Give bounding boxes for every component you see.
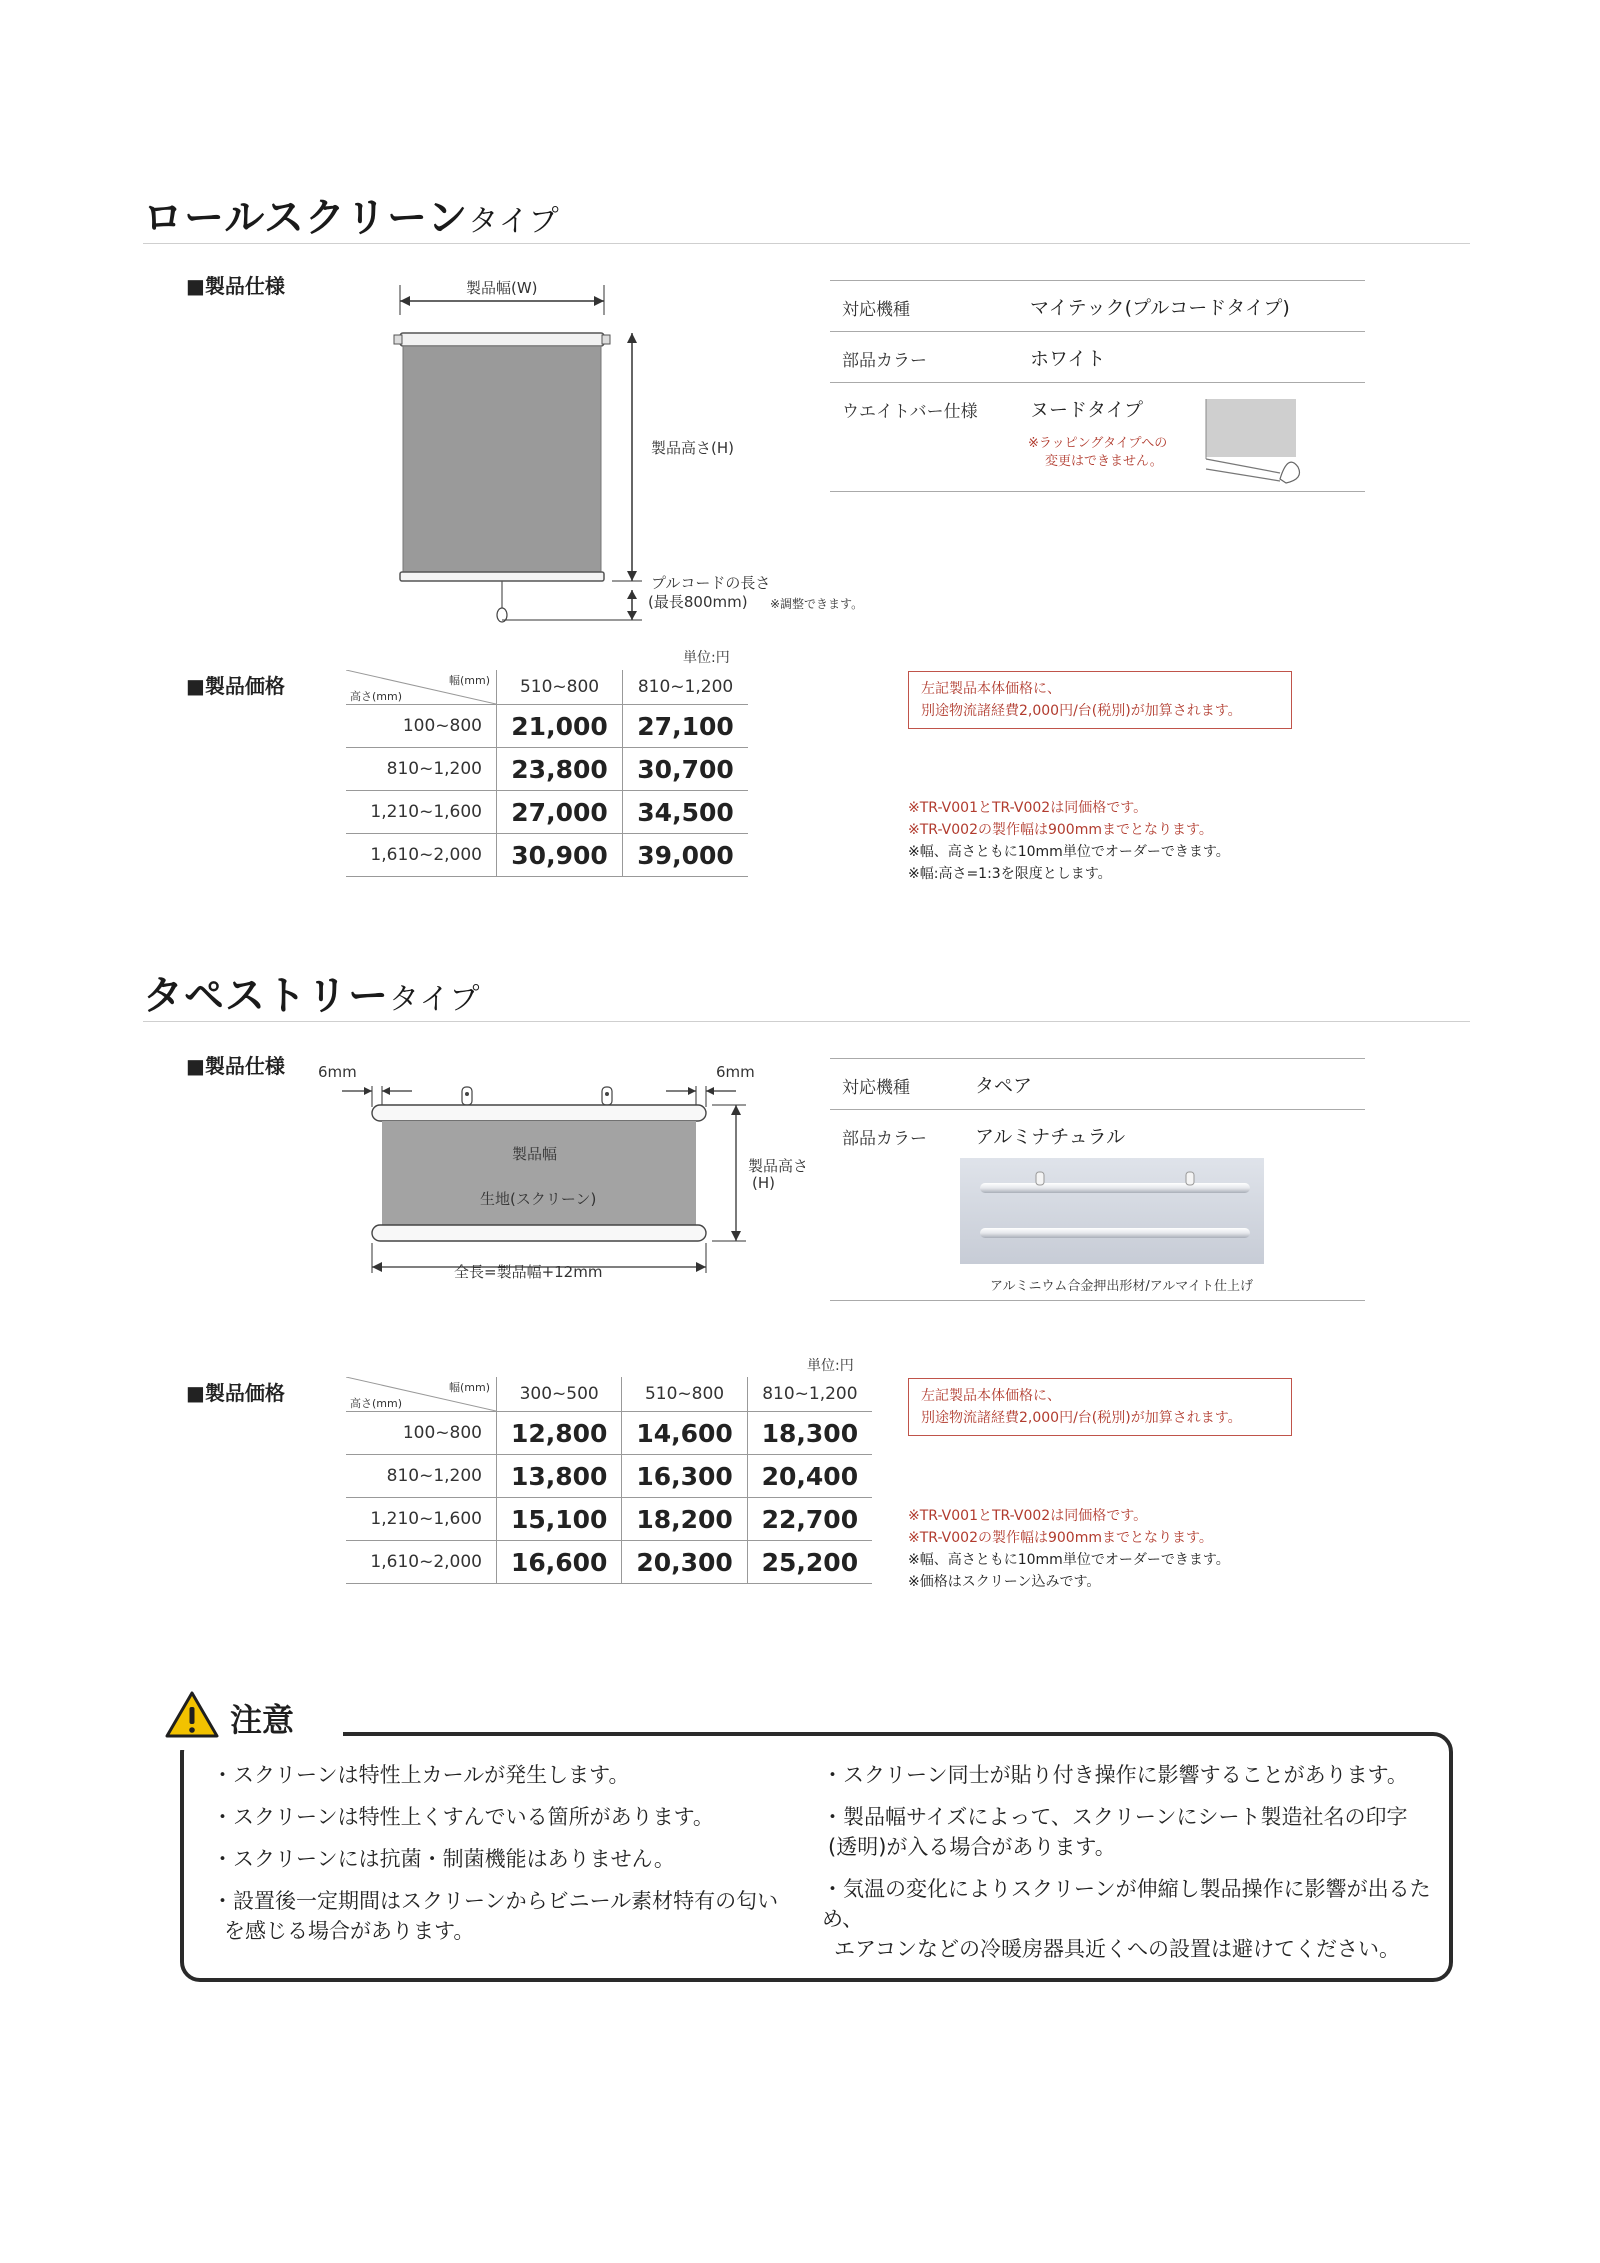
column-header: 510~800 bbox=[622, 1377, 747, 1412]
box-note-line-2: 別途物流諸経費2,000円/台(税別)が加算されます。 bbox=[921, 1410, 1242, 1426]
caution-item: ・スクリーンには抗菌・制菌機能はありません。 bbox=[212, 1847, 675, 1871]
roll-cord-label-2: (最長800mm) bbox=[648, 593, 748, 611]
price-cell: 30,700 bbox=[623, 748, 748, 791]
price-cell: 13,800 bbox=[497, 1455, 622, 1498]
spec-value: ヌードタイプ bbox=[1030, 399, 1144, 421]
weight-note-1: ※ラッピングタイプへの bbox=[1028, 436, 1168, 451]
weight-note-2: 変更はできません。 bbox=[1045, 454, 1163, 469]
price-cell: 23,800 bbox=[497, 748, 623, 791]
roll-spec-row-model bbox=[830, 281, 1365, 332]
tapestry-title-suffix: タイプ bbox=[389, 982, 481, 1017]
price-cell: 30,900 bbox=[497, 834, 623, 877]
table-row bbox=[346, 1541, 872, 1584]
spec-key: 部品カラー bbox=[842, 1129, 927, 1149]
price-cell: 39,000 bbox=[623, 834, 748, 877]
photo-caption: アルミニウム合金押出形材/アルマイト仕上げ bbox=[990, 1279, 1253, 1294]
caution-item-continued: を感じる場合があります。 bbox=[224, 1919, 475, 1943]
corner-width-label: 幅(mm) bbox=[448, 674, 490, 687]
tapestry-height-label-1: 製品高さ bbox=[748, 1157, 809, 1175]
roll-screen-diagram bbox=[380, 265, 900, 635]
caution-right-column bbox=[822, 1760, 1432, 1964]
note-line: ※TR-V001とTR-V002は同価格です。 bbox=[908, 800, 1148, 816]
tapestry-shipping-note-box bbox=[908, 1378, 1292, 1436]
tapestry-spec-label: ■製品仕様 bbox=[186, 1054, 285, 1078]
price-cell: 27,100 bbox=[623, 705, 748, 748]
tapestry-spec-row-model bbox=[830, 1059, 1365, 1110]
caution-item-continued: エアコンなどの冷暖房器具近くへの設置は避けてください。 bbox=[834, 1937, 1400, 1961]
spec-value: マイテック(プルコードタイプ) bbox=[1030, 297, 1290, 319]
caution-item: ・製品幅サイズによって、スクリーンにシート製造社名の印字 bbox=[822, 1805, 1408, 1829]
price-cell: 15,100 bbox=[497, 1498, 622, 1541]
note-line: ※幅、高さともに10mm単位でオーダーできます。 bbox=[908, 1552, 1230, 1568]
roll-spec-row-weightbar bbox=[830, 383, 1365, 492]
note-line: ※TR-V001とTR-V002は同価格です。 bbox=[908, 1508, 1148, 1524]
price-cell: 16,600 bbox=[497, 1541, 622, 1584]
roll-width-label: 製品幅(W) bbox=[466, 279, 538, 297]
caution-item: ・スクリーンは特性上カールが発生します。 bbox=[212, 1763, 630, 1787]
tapestry-width-label: 製品幅 bbox=[512, 1145, 558, 1163]
roll-cord-note: ※調整できます。 bbox=[770, 597, 864, 611]
price-cell: 16,300 bbox=[622, 1455, 747, 1498]
column-header: 810~1,200 bbox=[747, 1377, 872, 1412]
price-cell: 22,700 bbox=[747, 1498, 872, 1541]
table-row bbox=[346, 1498, 872, 1541]
roll-spec-label: ■製品仕様 bbox=[186, 274, 285, 298]
roll-cord-label-1: プルコードの長さ bbox=[651, 574, 771, 592]
caution-item: ・設置後一定期間はスクリーンからビニール素材特有の匂い bbox=[212, 1889, 779, 1913]
note-line: ※幅、高さともに10mm単位でオーダーできます。 bbox=[908, 844, 1230, 860]
column-header: 510~800 bbox=[497, 670, 623, 705]
roll-spec-table bbox=[830, 280, 1365, 492]
column-header: 810~1,200 bbox=[623, 670, 748, 705]
roll-notes bbox=[908, 797, 1230, 885]
price-cell: 34,500 bbox=[623, 791, 748, 834]
box-note-line-1: 左記製品本体価格に、 bbox=[921, 681, 1061, 697]
price-cell: 21,000 bbox=[497, 705, 623, 748]
tapestry-price-label: ■製品価格 bbox=[186, 1381, 285, 1405]
row-header: 810~1,200 bbox=[346, 748, 497, 791]
row-header: 1,210~1,600 bbox=[346, 791, 497, 834]
roll-spec-row-color bbox=[830, 332, 1365, 383]
price-cell: 20,400 bbox=[747, 1455, 872, 1498]
spec-key: 対応機種 bbox=[842, 300, 910, 320]
roll-title-main: ロールスクリーン bbox=[143, 195, 469, 241]
tapestry-fabric-label: 生地(スクリーン) bbox=[480, 1190, 597, 1208]
tapestry-height-label-2: (H) bbox=[752, 1174, 775, 1192]
spec-value: ホワイト bbox=[1030, 348, 1106, 370]
tapestry-notes bbox=[908, 1505, 1230, 1593]
tapestry-spec-row-color bbox=[830, 1110, 1365, 1301]
spec-key: 部品カラー bbox=[842, 351, 927, 371]
table-row bbox=[346, 705, 748, 748]
aluminum-bar-photo bbox=[960, 1158, 1264, 1264]
corner-width-label: 幅(mm) bbox=[448, 1381, 490, 1394]
note-line: ※価格はスクリーン込みです。 bbox=[908, 1574, 1101, 1590]
table-corner bbox=[346, 670, 497, 705]
tapestry-price-table bbox=[346, 1377, 872, 1584]
price-cell: 18,300 bbox=[747, 1412, 872, 1455]
roll-unit-label: 単位:円 bbox=[683, 650, 730, 666]
spec-value: アルミナチュラル bbox=[975, 1126, 1126, 1148]
table-row bbox=[346, 748, 748, 791]
tapestry-unit-label: 単位:円 bbox=[807, 1358, 854, 1374]
box-note-line-2: 別途物流諸経費2,000円/台(税別)が加算されます。 bbox=[921, 703, 1242, 719]
price-cell: 20,300 bbox=[622, 1541, 747, 1584]
table-row bbox=[346, 791, 748, 834]
price-cell: 12,800 bbox=[497, 1412, 622, 1455]
note-line: ※TR-V002の製作幅は900mmまでとなります。 bbox=[908, 1530, 1213, 1546]
tapestry-spec-table bbox=[830, 1058, 1365, 1301]
row-header: 1,610~2,000 bbox=[346, 834, 497, 877]
roll-section-title bbox=[143, 186, 560, 243]
tapestry-section-title bbox=[143, 964, 481, 1021]
table-row bbox=[346, 834, 748, 877]
row-header: 1,610~2,000 bbox=[346, 1541, 497, 1584]
column-header: 300~500 bbox=[497, 1377, 622, 1412]
roll-height-label: 製品高さ(H) bbox=[651, 439, 734, 457]
row-header: 1,210~1,600 bbox=[346, 1498, 497, 1541]
row-header: 100~800 bbox=[346, 705, 497, 748]
corner-height-label: 高さ(mm) bbox=[350, 690, 403, 703]
corner-height-label: 高さ(mm) bbox=[350, 1397, 403, 1410]
tapestry-right-mm: 6mm bbox=[716, 1063, 755, 1081]
roll-title-suffix: タイプ bbox=[468, 204, 560, 239]
spec-value: タペア bbox=[975, 1075, 1033, 1097]
price-cell: 18,200 bbox=[622, 1498, 747, 1541]
row-header: 810~1,200 bbox=[346, 1455, 497, 1498]
row-header: 100~800 bbox=[346, 1412, 497, 1455]
caution-item: ・スクリーンは特性上くすんでいる箇所があります。 bbox=[212, 1805, 714, 1829]
caution-item-continued: (透明)が入る場合があります。 bbox=[828, 1835, 1116, 1859]
caution-title: 注意 bbox=[230, 1701, 295, 1739]
caution-item: ・スクリーン同士が貼り付き操作に影響することがあります。 bbox=[822, 1763, 1408, 1787]
roll-price-table bbox=[346, 670, 748, 877]
weight-bar-illustration bbox=[1200, 393, 1320, 485]
roll-shipping-note-box bbox=[908, 671, 1292, 729]
caution-left-column bbox=[212, 1760, 832, 1946]
caution-item: ・気温の変化によりスクリーンが伸縮し製品操作に影響が出るため、 bbox=[822, 1877, 1431, 1931]
tapestry-total-label: 全長=製品幅+12mm bbox=[454, 1263, 603, 1281]
note-line: ※TR-V002の製作幅は900mmまでとなります。 bbox=[908, 822, 1213, 838]
table-row bbox=[346, 1455, 872, 1498]
spec-key: ウエイトバー仕様 bbox=[842, 402, 978, 422]
table-row bbox=[346, 1412, 872, 1455]
box-note-line-1: 左記製品本体価格に、 bbox=[921, 1388, 1061, 1404]
roll-title-divider bbox=[143, 243, 1470, 244]
spec-key: 対応機種 bbox=[842, 1078, 910, 1098]
warning-icon bbox=[164, 1690, 220, 1740]
tapestry-title-main: タペストリー bbox=[143, 973, 389, 1019]
roll-price-label: ■製品価格 bbox=[186, 674, 285, 698]
price-cell: 14,600 bbox=[622, 1412, 747, 1455]
price-cell: 25,200 bbox=[747, 1541, 872, 1584]
tapestry-title-divider bbox=[143, 1021, 1470, 1022]
tapestry-left-mm: 6mm bbox=[318, 1063, 357, 1081]
note-line: ※幅:高さ=1:3を限度とします。 bbox=[908, 866, 1112, 882]
price-cell: 27,000 bbox=[497, 791, 623, 834]
table-corner bbox=[346, 1377, 497, 1412]
